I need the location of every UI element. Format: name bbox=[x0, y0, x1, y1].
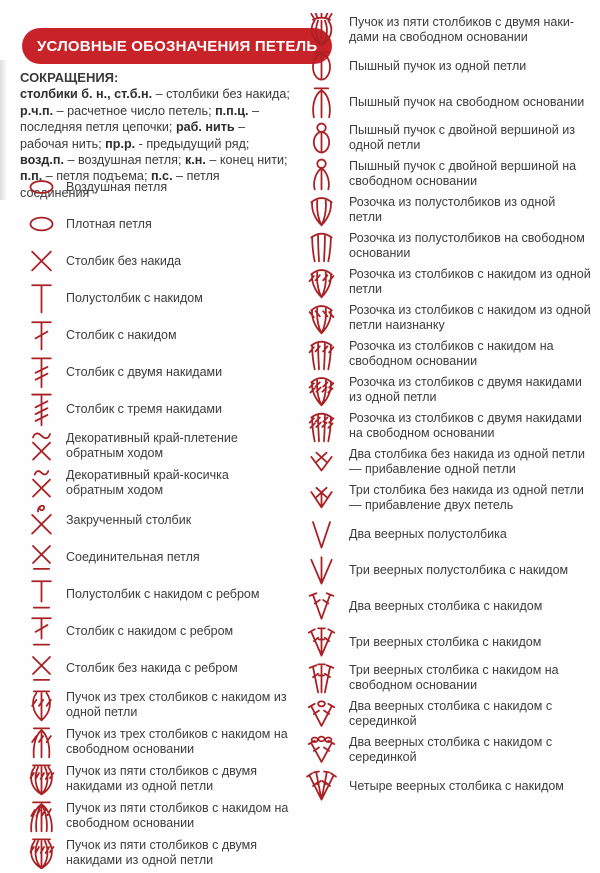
legend-row bbox=[293, 517, 593, 551]
sc3-increase-icon bbox=[293, 481, 349, 515]
legend-row bbox=[16, 540, 292, 574]
legend-row bbox=[16, 836, 292, 870]
puff-open-icon bbox=[293, 85, 349, 119]
dc-rib-icon bbox=[16, 614, 66, 648]
legend-label: Декоративный край-косичка обратным ходом bbox=[66, 468, 229, 497]
legend-row bbox=[293, 445, 593, 479]
legend-row bbox=[16, 614, 292, 648]
cluster3-open-icon bbox=[16, 725, 66, 759]
legend-label: Столбик с тремя накидами bbox=[66, 401, 222, 416]
legend-label: Столбик с двумя накидами bbox=[66, 364, 223, 379]
legend-label: Пучок из пяти столбиков с накидом на свободном основании bbox=[66, 801, 289, 830]
legend-label: Два веерных столбика с накидом bbox=[349, 598, 543, 613]
legend-row bbox=[293, 769, 593, 803]
abbreviations-text: столбики б. н., ст.б.н. – столбики без накида; р.ч.п. – расчетное число петель; п.п.ц. – последняя петля цепочки; раб. нить – рабочая нить; пр.р. - предыдущий ряд; возд.п. – воздушная петля; к.н. – конец нити; п.п. – петля подъема; п.с. – петля соединения bbox=[20, 87, 290, 200]
legend-label: Розочка из столбиков с накидом на свободном основании bbox=[349, 339, 554, 368]
legend-row bbox=[16, 466, 292, 500]
legend-label: Пышный пучок из одной петли bbox=[349, 58, 527, 73]
treble-2-icon bbox=[16, 355, 66, 389]
legend-row bbox=[16, 651, 292, 685]
legend-row bbox=[16, 392, 292, 426]
half-double-crochet-icon bbox=[16, 281, 66, 315]
abbreviations-heading: СОКРАЩЕНИЯ: bbox=[20, 70, 119, 85]
legend-label: Два веерных полустолбика bbox=[349, 526, 507, 541]
legend-row bbox=[293, 661, 593, 695]
legend-label: Плотная петля bbox=[66, 216, 152, 231]
sc2-increase-icon bbox=[293, 445, 349, 479]
treble-3-icon bbox=[16, 392, 66, 426]
legend-label: Розочка из полустолбиков на свободном основании bbox=[349, 231, 585, 260]
rose-tr-open-icon bbox=[293, 409, 349, 443]
legend-label: Пышный пучок на свободном основании bbox=[349, 94, 585, 109]
legend-row bbox=[16, 207, 292, 241]
x-underline-icon bbox=[16, 651, 66, 685]
legend-label: Полустолбик с накидом bbox=[66, 290, 203, 305]
rose-tr-closed-icon bbox=[293, 373, 349, 407]
legend-row bbox=[293, 157, 593, 191]
legend-row bbox=[16, 244, 292, 278]
puff-double-open-icon bbox=[293, 157, 349, 191]
legend-row bbox=[293, 229, 593, 263]
legend-label: Столбик без накида bbox=[66, 253, 182, 268]
legend-row bbox=[293, 13, 593, 47]
scan-edge-artifact bbox=[0, 60, 7, 200]
cluster5-closed-icon bbox=[16, 762, 66, 796]
cluster5-closed-icon bbox=[16, 836, 66, 870]
legend-label: Четыре веерных столбика с накидом bbox=[349, 778, 564, 793]
legend-row bbox=[293, 121, 593, 155]
legend-row bbox=[293, 697, 593, 731]
legend-row bbox=[293, 85, 593, 119]
puff-double-closed-icon bbox=[293, 121, 349, 155]
legend-label: Пышный пучок с двойной вершиной на свободном основании bbox=[349, 159, 577, 188]
puff-closed-icon bbox=[293, 49, 349, 83]
fan2-dc-chain-icon bbox=[293, 733, 349, 767]
legend-label: Розочка из столбиков с накидом из одной петли наизнанку bbox=[349, 303, 591, 332]
dense-loop-icon bbox=[16, 207, 66, 241]
chain-loop-icon bbox=[16, 170, 66, 204]
double-crochet-icon bbox=[16, 318, 66, 352]
cluster5-fan-icon bbox=[293, 13, 349, 47]
page-title: УСЛОВНЫЕ ОБОЗНАЧЕНИЯ ПЕТЕЛЬ bbox=[22, 28, 332, 64]
fan2-dc-icon bbox=[293, 589, 349, 623]
legend-label: Три столбика без накида из одной петли — прибавление двух петель bbox=[349, 483, 584, 512]
legend-row bbox=[293, 301, 593, 335]
legend-row bbox=[16, 503, 292, 537]
legend-row bbox=[293, 49, 593, 83]
legend-row bbox=[293, 337, 593, 371]
legend-label: Столбик без накида с ребром bbox=[66, 660, 238, 675]
legend-label: Розочка из столбиков с двумя накидами из одной петли bbox=[349, 375, 582, 404]
fan3-dc-open-icon bbox=[293, 661, 349, 695]
legend-label: Соединительная петля bbox=[66, 549, 200, 564]
legend-label: Пучок из трех столбиков с накидом на свободном основании bbox=[66, 727, 288, 756]
legend-label: Пышный пучок с двойной вершиной из одной петли bbox=[349, 123, 575, 152]
legend-label: Воздушная петля bbox=[66, 179, 168, 194]
legend-row bbox=[16, 688, 292, 722]
x-underline-icon bbox=[16, 540, 66, 574]
legend-row bbox=[16, 429, 292, 463]
legend-row bbox=[16, 170, 292, 204]
legend-label: Пучок из пяти столбиков с двумя накидами из одной петли bbox=[66, 764, 258, 793]
rose-dc-inverted-icon bbox=[293, 301, 349, 335]
hdc-rib-icon bbox=[16, 577, 66, 611]
fan3-half-icon bbox=[293, 553, 349, 587]
legend-label: Декоративный край-плетение обратным ходом bbox=[66, 431, 238, 460]
legend-row bbox=[293, 265, 593, 299]
legend-row bbox=[293, 589, 593, 623]
legend-label: Два веерных столбика с накидом с серединкой bbox=[349, 735, 553, 764]
legend-row bbox=[16, 762, 292, 796]
legend-label: Три веерных столбика с накидом bbox=[349, 634, 542, 649]
legend-row bbox=[293, 409, 593, 443]
legend-column-right bbox=[293, 13, 593, 805]
legend-row bbox=[293, 553, 593, 587]
fan4-dc-icon bbox=[293, 769, 349, 803]
legend-row bbox=[16, 318, 292, 352]
legend-label: Пучок из трех столбиков с накидом из одной петли bbox=[66, 690, 287, 719]
decorative-edge-weave-icon bbox=[16, 429, 66, 463]
legend-label: Розочка из полустолбиков из одной петли bbox=[349, 195, 556, 224]
rose-dc-closed-icon bbox=[293, 265, 349, 299]
twisted-post-icon bbox=[16, 503, 66, 537]
legend-row bbox=[293, 733, 593, 767]
legend-row bbox=[16, 725, 292, 759]
cluster5-open-icon bbox=[16, 799, 66, 833]
single-crochet-icon bbox=[16, 244, 66, 278]
legend-label: Пучок из пяти столбиков с двумя накидами из одной петли bbox=[66, 838, 258, 867]
legend-label: Столбик с накидом bbox=[66, 327, 177, 342]
legend-row bbox=[16, 577, 292, 611]
legend-label: Закрученный столбик bbox=[66, 512, 192, 527]
legend-label: Розочка из столбиков с накидом из одной петли bbox=[349, 267, 591, 296]
legend-column-left bbox=[16, 170, 292, 873]
legend-row bbox=[293, 373, 593, 407]
legend-row bbox=[16, 355, 292, 389]
legend-row bbox=[16, 799, 292, 833]
rose-half-closed-icon bbox=[293, 193, 349, 227]
legend-label: Три веерных полустолбика с накидом bbox=[349, 562, 569, 577]
legend-label: Столбик с накидом с ребром bbox=[66, 623, 234, 638]
legend-label: Два веерных столбика с накидом с серединкой bbox=[349, 699, 553, 728]
legend-row bbox=[293, 481, 593, 515]
fan2-dc-circle-icon bbox=[293, 697, 349, 731]
rose-dc-open-icon bbox=[293, 337, 349, 371]
legend-row bbox=[293, 193, 593, 227]
rose-half-open-icon bbox=[293, 229, 349, 263]
legend-label: Три веерных столбика с накидом на свободном основании bbox=[349, 663, 559, 692]
fan2-half-icon bbox=[293, 517, 349, 551]
legend-label: Полустолбик с накидом с ребром bbox=[66, 586, 260, 601]
legend-label: Розочка из столбиков с двумя накидами на свободном основании bbox=[349, 411, 582, 440]
legend-label: Два столбика без накида из одной петли — прибавление одной петли bbox=[349, 447, 585, 476]
legend-row bbox=[293, 625, 593, 659]
fan3-dc-icon bbox=[293, 625, 349, 659]
legend-label: Пучок из пяти столбиков с двумя накидами на свободном основании bbox=[349, 15, 574, 44]
decorative-edge-braid-icon bbox=[16, 466, 66, 500]
legend-row bbox=[16, 281, 292, 315]
cluster3-closed-icon bbox=[16, 688, 66, 722]
